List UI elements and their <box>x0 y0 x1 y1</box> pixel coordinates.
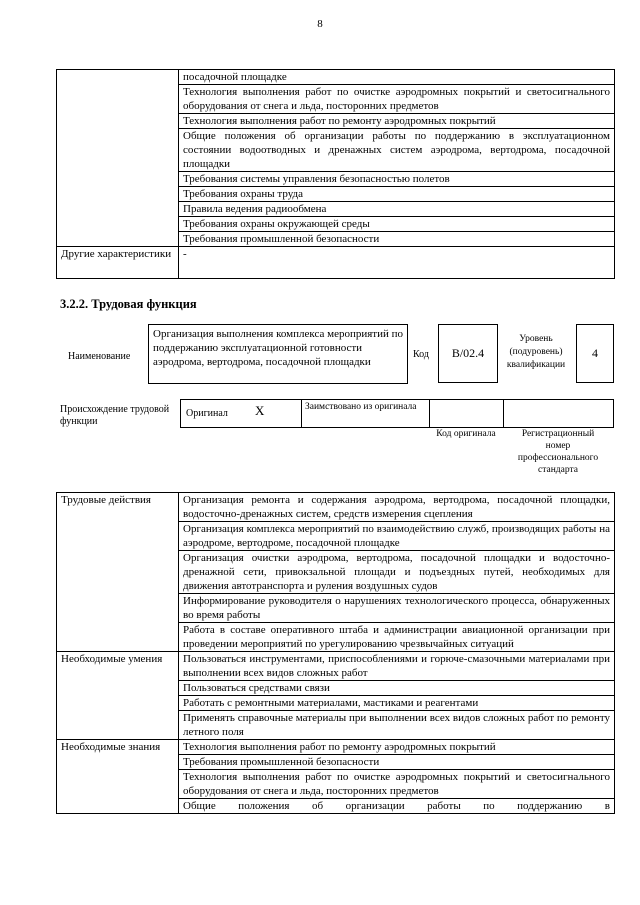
action-item: Организация комплекса мероприятий по взаимодействию служб, производящих работы на аэродроме, вертодроме, посадочной площадке <box>179 522 615 551</box>
origin-table <box>180 399 614 428</box>
action-item: Организация очистки аэродрома, вертодрома, посадочной площадки и водосточно-дренажной сети, привокзальной площади и подъездных путей, необходимых для движения автотранспорта и руления воздушных судов <box>179 551 615 594</box>
knowledge-item: посадочной площадке <box>179 70 615 85</box>
function-code-value: B/02.4 <box>438 324 498 383</box>
knowledge-item: Требования промышленной безопасности <box>179 232 615 247</box>
skill-item: Применять справочные материалы при выполнении всех видов сложных работ по ремонту летного поля <box>179 711 615 740</box>
other-characteristics-value: - <box>179 247 615 279</box>
knowledge-label: Необходимые знания <box>57 740 179 814</box>
knowledge-item: Технология выполнения работ по ремонту аэродромных покрытий <box>179 740 615 755</box>
knowledge-item: Общие положения об организации работы по поддержанию в <box>179 799 615 814</box>
table-row <box>57 493 615 522</box>
divider <box>301 400 302 427</box>
skills-label: Необходимые умения <box>57 652 179 740</box>
action-item: Работа в составе оперативного штаба и администрации авиационной организации при проведении мероприятий по урегулированию чрезвычайных ситуаций <box>179 623 615 652</box>
table-row <box>57 652 615 681</box>
level-value: 4 <box>576 324 614 383</box>
table-row <box>57 247 615 279</box>
original-mark: X <box>255 403 265 418</box>
action-item: Организация ремонта и содержания аэродрома, вертодрома, посадочной площадки, водосточно-дренажных систем, средств измерения сцепления <box>179 493 615 522</box>
divider <box>429 400 430 427</box>
knowledge-item: Требования промышленной безопасности <box>179 755 615 770</box>
section-title: 3.2.2. Трудовая функция <box>60 297 197 311</box>
other-characteristics-label: Другие характеристики <box>57 247 179 279</box>
name-label: Наименование <box>68 351 131 362</box>
knowledge-item: Требования охраны труда <box>179 187 615 202</box>
labor-function-table <box>56 492 615 814</box>
divider <box>503 400 504 427</box>
skill-item: Пользоваться инструментами, приспособлениями и горюче-смазочными материалами при выполнении всех видов сложных работ <box>179 652 615 681</box>
knowledge-continuation-table <box>56 69 615 279</box>
original-label: Оригинал <box>186 408 228 419</box>
knowledge-item: Общие положения об организации работы по поддержанию в эксплуатационном состоянии водоотводных и дренажных систем аэродрома, вертодрома, посадочной площадки <box>179 129 615 172</box>
registration-caption: Регистрационный номер профессионального стандарта <box>517 429 599 475</box>
skill-item: Работать с ремонтными материалами, мастиками и реагентами <box>179 696 615 711</box>
empty-label-cell <box>57 70 179 247</box>
page-number: 8 <box>317 18 323 30</box>
knowledge-item: Технология выполнения работ по очистке аэродромных покрытий и светосигнального оборудования от снега и льда, посторонних предметов <box>179 85 615 114</box>
table-row <box>57 740 615 755</box>
actions-label: Трудовые действия <box>57 493 179 652</box>
borrowed-label: Заимствовано из оригинала <box>305 402 417 412</box>
function-name-value: Организация выполнения комплекса мероприятий по поддержанию эксплуатационной готовности аэродрома, вертодрома, посадочной площадки <box>148 324 408 384</box>
knowledge-item: Требования системы управления безопасностью полетов <box>179 172 615 187</box>
action-item: Информирование руководителя о нарушениях технологического процесса, обнаруженных во время работы <box>179 594 615 623</box>
knowledge-item: Требования охраны окружающей среды <box>179 217 615 232</box>
knowledge-item: Технология выполнения работ по ремонту аэродромных покрытий <box>179 114 615 129</box>
knowledge-item: Технология выполнения работ по очистке аэродромных покрытий и светосигнального оборудования от снега и льда, посторонних предметов <box>179 770 615 799</box>
table-row <box>57 70 615 85</box>
knowledge-item: Правила ведения радиообмена <box>179 202 615 217</box>
skill-item: Пользоваться средствами связи <box>179 681 615 696</box>
code-label: Код <box>413 349 429 360</box>
level-label: Уровень (подуровень) квалификации <box>506 334 566 370</box>
origin-label: Происхождение трудовой функции <box>60 404 170 427</box>
code-original-caption: Код оригинала <box>436 429 496 439</box>
